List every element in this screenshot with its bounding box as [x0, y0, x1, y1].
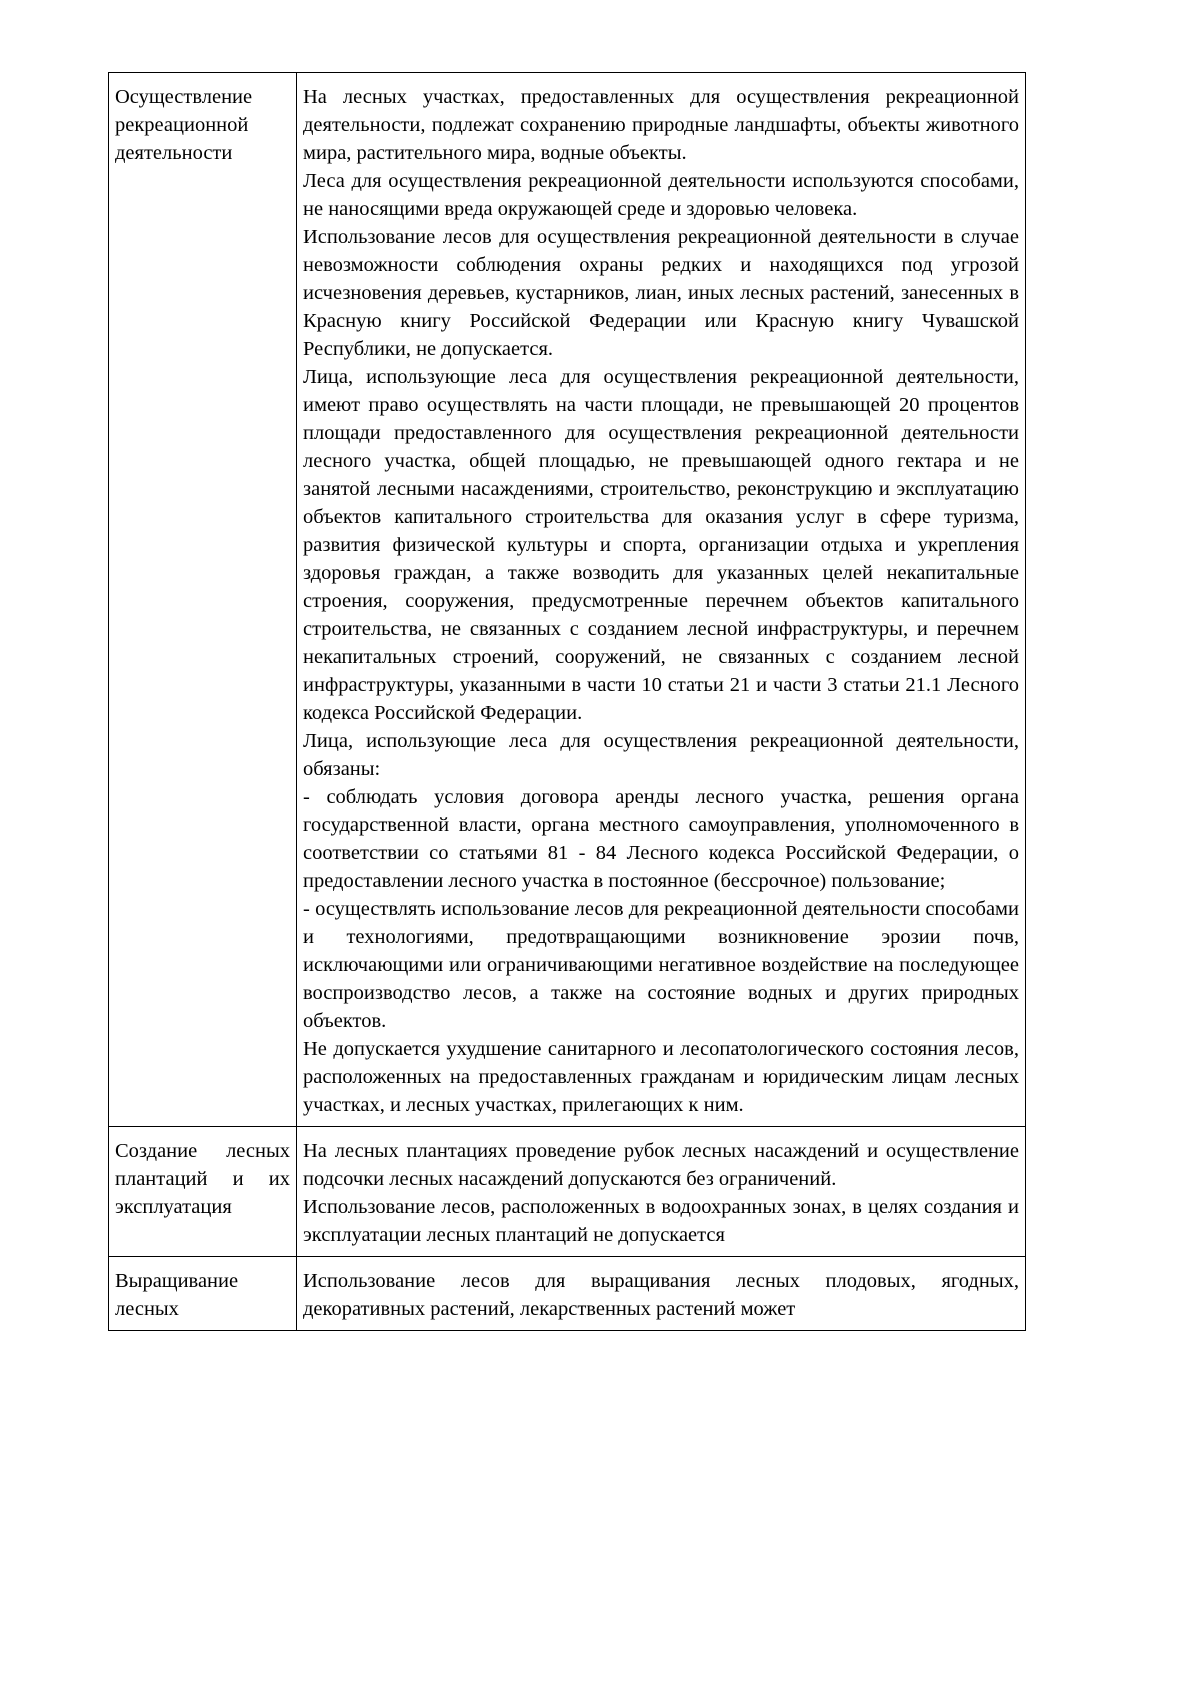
paragraph: Использование лесов для осуществления рекреационной деятельности в случае невозможности соблюдения охраны редких и находящихся под угрозой исчезновения деревьев, кустарников, лиан, иных лесных растений, занесенных в Красную книгу Российской Федерации или Красную книгу Чувашской Республики, не допускается.	[303, 226, 1019, 360]
table-row	[109, 73, 1026, 1127]
paragraph: Леса для осуществления рекреационной деятельности используются способами, не наносящими вреда окружающей среде и здоровью человека.	[303, 170, 1019, 220]
activity-cell: Создание лесных плантаций и их эксплуатация	[109, 1127, 297, 1257]
activity-cell: Выращивание лесных	[109, 1257, 297, 1331]
requirements-cell	[297, 73, 1026, 1127]
requirements-cell	[297, 1257, 1026, 1331]
activity-cell: Осуществление рекреационной деятельности	[109, 73, 297, 1127]
paragraph: Лица, использующие леса для осуществления рекреационной деятельности, имеют право осуществлять на части площади, не превышающей 20 процентов площади предоставленного для осуществления рекреационной деятельности лесного участка, общей площадью, не превышающей одного гектара и не занятой лесными насаждениями, строительство, реконструкцию и эксплуатацию объектов капитального строительства для оказания услуг в сфере туризма, развития физической культуры и спорта, организации отдыха и укрепления здоровья граждан, а также возводить для указанных целей некапитальные строения, сооружения, предусмотренные перечнем объектов капитального строительства, не связанных с созданием лесной инфраструктуры, и перечнем некапитальных строений, сооружений, не связанных с созданием лесной инфраструктуры, указанными в части 10 статьи 21 и части 3 статьи 21.1 Лесного кодекса Российской Федерации.	[303, 366, 1019, 724]
forest-use-table	[108, 72, 1026, 1331]
paragraph: На лесных плантациях проведение рубок лесных насаждений и осуществление подсочки лесных насаждений допускаются без ограничений.	[303, 1140, 1019, 1190]
paragraph: - соблюдать условия договора аренды лесного участка, решения органа государственной власти, органа местного самоуправления, уполномоченного в соответствии со статьями 81 - 84 Лесного кодекса Российской Федерации, о предоставлении лесного участка в постоянное (бессрочное) пользование;	[303, 786, 1019, 892]
table-row	[109, 1257, 1026, 1331]
paragraph: - осуществлять использование лесов для рекреационной деятельности способами и технологиями, предотвращающими возникновение эрозии почв, исключающими или ограничивающими негативное воздействие на последующее воспроизводство лесов, а также на состояние водных и других природных объектов.	[303, 898, 1019, 1032]
paragraph: Не допускается ухудшение санитарного и лесопатологического состояния лесов, расположенных на предоставленных гражданам и юридическим лицам лесных участках, и лесных участках, прилегающих к ним.	[303, 1038, 1019, 1116]
table-row	[109, 1127, 1026, 1257]
requirements-cell	[297, 1127, 1026, 1257]
paragraph: Лица, использующие леса для осуществления рекреационной деятельности, обязаны:	[303, 730, 1019, 780]
paragraph: Использование лесов для выращивания лесных плодовых, ягодных, декоративных растений, лекарственных растений может	[303, 1270, 1019, 1320]
paragraph: Использование лесов, расположенных в водоохранных зонах, в целях создания и эксплуатации лесных плантаций не допускается	[303, 1196, 1019, 1246]
paragraph: На лесных участках, предоставленных для осуществления рекреационной деятельности, подлежат сохранению природные ландшафты, объекты животного мира, растительного мира, водные объекты.	[303, 86, 1019, 164]
